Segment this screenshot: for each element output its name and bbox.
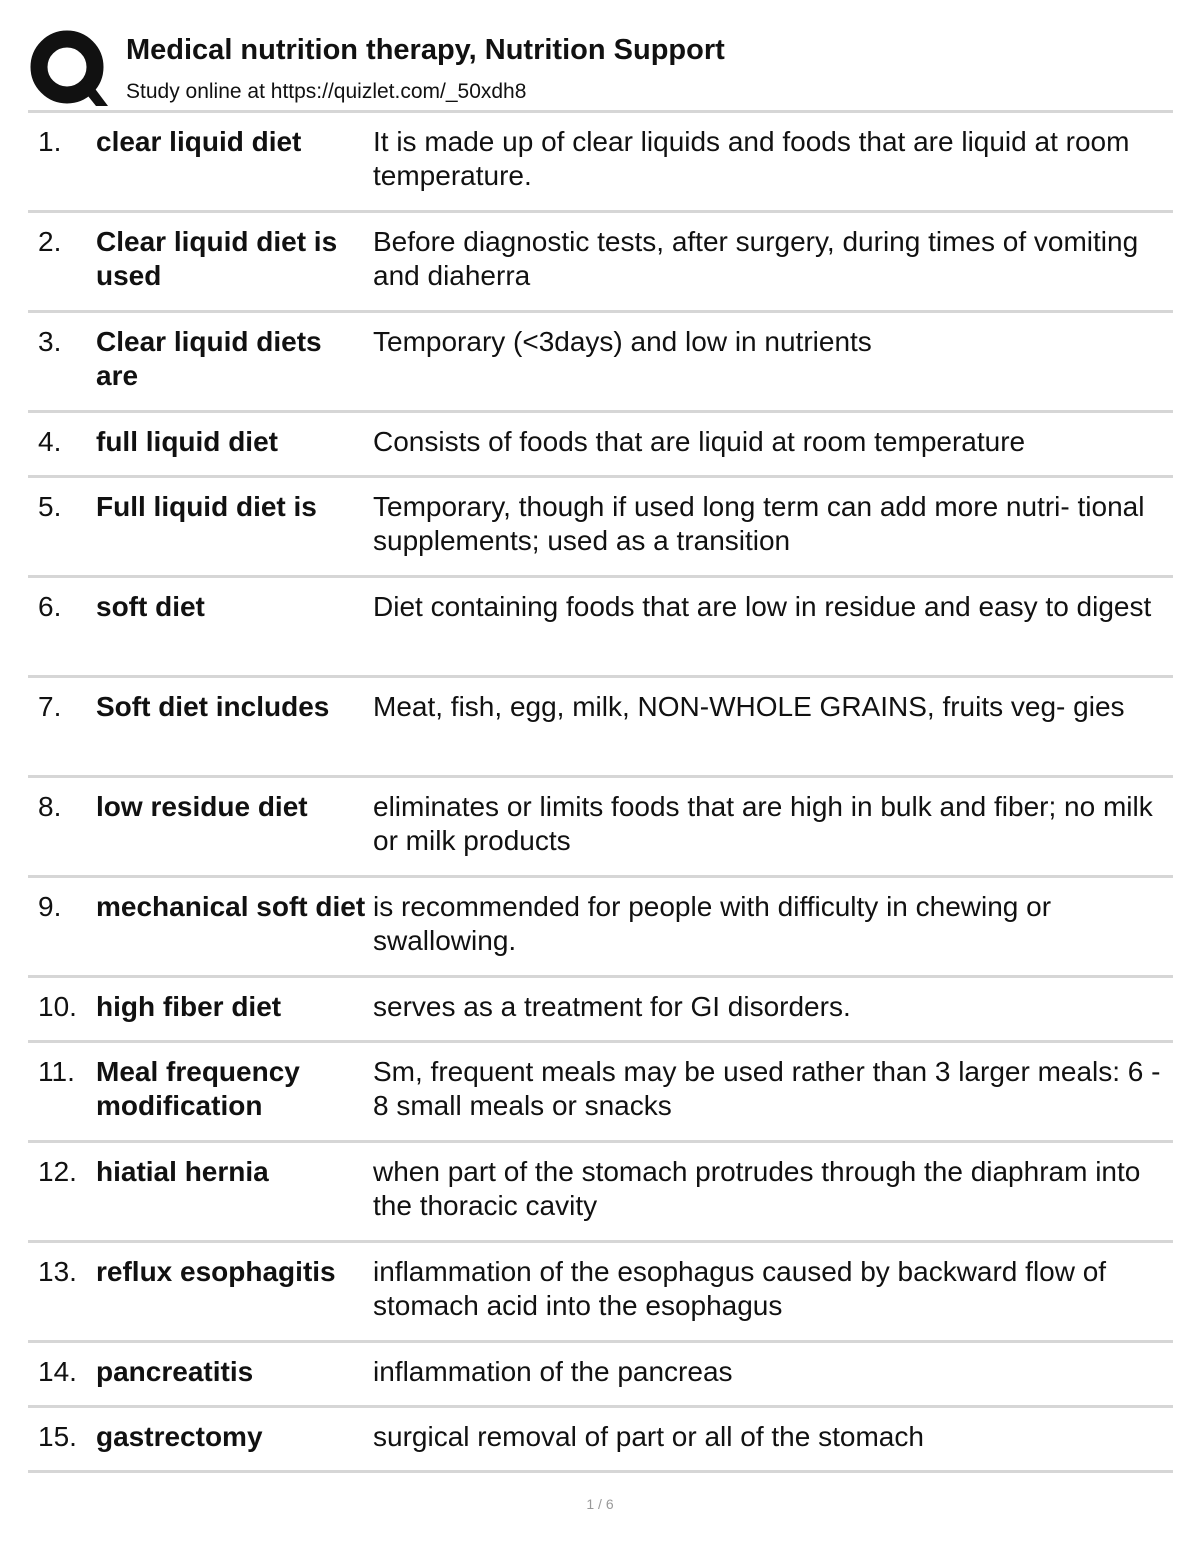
card-definition: when part of the stomach protrudes through the diaphram into the thoracic cavity xyxy=(373,1156,1141,1221)
card-definition: is recommended for people with difficulty in chewing or swallowing. xyxy=(373,891,1052,956)
flashcard-list xyxy=(28,113,1173,1473)
flashcard-row xyxy=(28,1043,1173,1143)
flashcard-row xyxy=(28,213,1173,313)
flashcard-row xyxy=(28,1143,1173,1243)
card-term: clear liquid diet xyxy=(96,126,302,157)
flashcard-row xyxy=(28,978,1173,1043)
flashcard-row xyxy=(28,413,1173,478)
card-term: pancreatitis xyxy=(96,1356,254,1387)
page-header xyxy=(28,28,1178,110)
card-definition: inflammation of the pancreas xyxy=(373,1356,733,1387)
card-definition: Sm, frequent meals may be used rather than 3 larger meals: 6 - 8 small meals or snacks xyxy=(373,1056,1161,1121)
card-definition: Before diagnostic tests, after surgery, during times of vomiting and diaherra xyxy=(373,226,1139,291)
card-definition: Temporary (<3days) and low in nutrients xyxy=(373,326,872,357)
study-link[interactable]: Study online at https://quizlet.com/_50xdh8 xyxy=(126,80,527,103)
card-number: 1. xyxy=(38,126,62,157)
card-number: 8. xyxy=(38,791,62,822)
flashcard-row xyxy=(28,578,1173,678)
card-definition: Meat, fish, egg, milk, NON-WHOLE GRAINS, fruits veg- gies xyxy=(373,691,1125,722)
card-number: 12. xyxy=(38,1156,77,1187)
card-definition: Diet containing foods that are low in residue and easy to digest xyxy=(373,591,1152,622)
card-term: full liquid diet xyxy=(96,426,278,457)
flashcard-row xyxy=(28,778,1173,878)
card-term: low residue diet xyxy=(96,791,308,822)
card-definition: surgical removal of part or all of the stomach xyxy=(373,1421,924,1452)
page-number: 1 / 6 xyxy=(586,1496,614,1512)
card-definition: Temporary, though if used long term can add more nutri- tional supplements; used as a transition xyxy=(373,491,1145,556)
card-term: Meal frequency modification xyxy=(96,1056,300,1121)
card-number: 15. xyxy=(38,1421,77,1452)
card-definition: serves as a treatment for GI disorders. xyxy=(373,991,851,1022)
card-definition: It is made up of clear liquids and foods that are liquid at room temperature. xyxy=(373,126,1130,191)
card-number: 2. xyxy=(38,226,62,257)
flashcard-row xyxy=(28,878,1173,978)
card-term: Soft diet includes xyxy=(96,691,330,722)
flashcard-row xyxy=(28,313,1173,413)
card-number: 6. xyxy=(38,591,62,622)
card-number: 3. xyxy=(38,326,62,357)
card-term: high fiber diet xyxy=(96,991,282,1022)
card-term: Clear liquid diet is used xyxy=(96,226,338,291)
flashcard-row xyxy=(28,1343,1173,1408)
quizlet-logo-icon xyxy=(30,30,108,108)
card-term: reflux esophagitis xyxy=(96,1256,336,1287)
card-number: 11. xyxy=(38,1056,75,1087)
card-definition: eliminates or limits foods that are high in bulk and fiber; no milk or milk products xyxy=(373,791,1153,856)
flashcard-row xyxy=(28,678,1173,778)
flashcard-row xyxy=(28,1408,1173,1473)
card-number: 5. xyxy=(38,491,62,522)
card-definition: Consists of foods that are liquid at room temperature xyxy=(373,426,1026,457)
flashcard-row xyxy=(28,113,1173,213)
card-number: 14. xyxy=(38,1356,77,1387)
card-term: gastrectomy xyxy=(96,1421,263,1452)
card-number: 9. xyxy=(38,891,62,922)
card-term: hiatial hernia xyxy=(96,1156,269,1187)
card-term: Full liquid diet is xyxy=(96,491,317,522)
card-number: 4. xyxy=(38,426,62,457)
card-definition: inflammation of the esophagus caused by backward flow of stomach acid into the esophagus xyxy=(373,1256,1107,1321)
card-number: 7. xyxy=(38,691,62,722)
card-term: Clear liquid diets are xyxy=(96,326,322,391)
flashcard-row xyxy=(28,478,1173,578)
page-title: Medical nutrition therapy, Nutrition Support xyxy=(126,34,725,66)
card-number: 10. xyxy=(38,991,77,1022)
card-number: 13. xyxy=(38,1256,77,1287)
card-term: mechanical soft diet xyxy=(96,891,366,922)
flashcard-row xyxy=(28,1243,1173,1343)
card-term: soft diet xyxy=(96,591,205,622)
